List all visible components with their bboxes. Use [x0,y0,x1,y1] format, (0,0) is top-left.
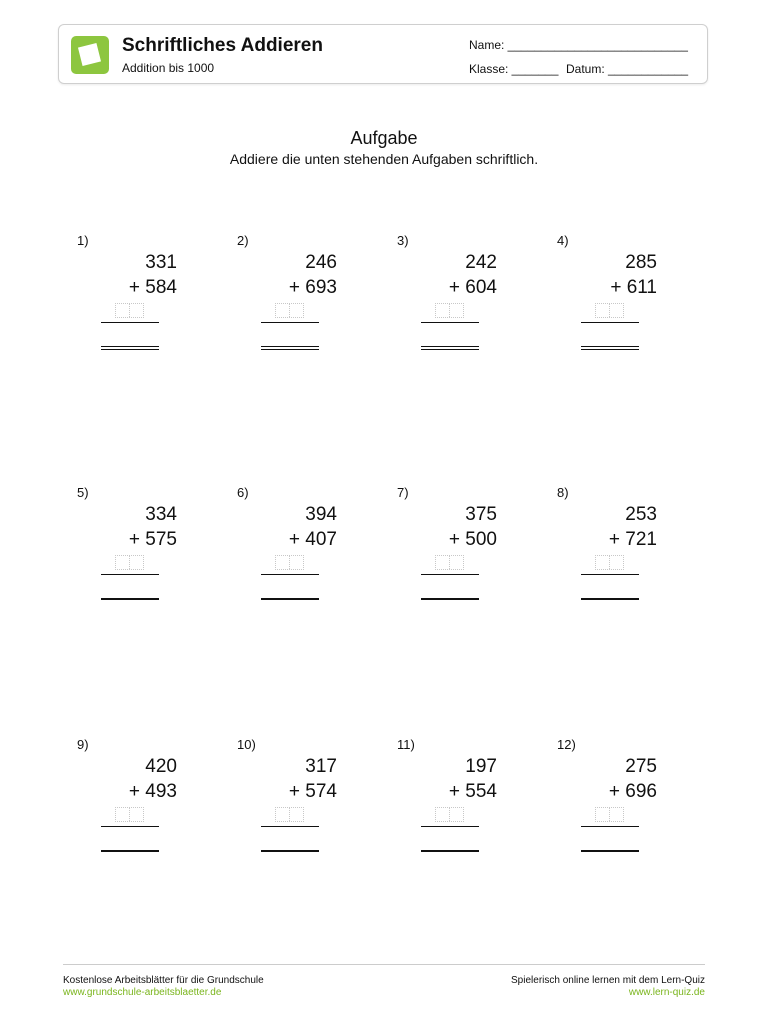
result-line[interactable] [421,598,479,600]
first-addend: 331 [145,252,177,273]
second-addend: + 500 [448,529,497,550]
carry-boxes[interactable] [435,303,464,318]
problem-10 [237,737,337,867]
problem-11 [397,737,497,867]
problem-number: 4) [557,233,569,248]
result-line[interactable] [581,598,639,600]
problem-6 [237,485,337,615]
carry-boxes[interactable] [595,555,624,570]
first-addend: 375 [465,504,497,525]
footer-right-link[interactable]: www.lern-quiz.de [628,987,705,998]
problem-number: 7) [397,485,409,500]
second-addend: + 611 [610,277,657,298]
sum-line [101,322,159,323]
card-icon [78,43,101,66]
second-addend: + 693 [288,277,337,298]
first-addend: 285 [625,252,657,273]
problem-number: 12) [557,737,576,752]
footer-divider [63,964,705,965]
first-addend: 394 [305,504,337,525]
second-addend: + 407 [288,529,337,550]
second-addend: + 493 [128,781,177,802]
second-addend: + 574 [288,781,337,802]
second-addend: + 721 [608,529,657,550]
result-line[interactable] [101,850,159,852]
problem-number: 1) [77,233,89,248]
sum-line [421,322,479,323]
carry-boxes[interactable] [275,807,304,822]
problem-4 [557,233,657,363]
problem-number: 10) [237,737,256,752]
problem-number: 9) [77,737,89,752]
carry-boxes[interactable] [435,807,464,822]
problem-number: 3) [397,233,409,248]
result-line[interactable] [581,850,639,852]
problem-3 [397,233,497,363]
worksheet-header [58,24,708,84]
datum-field[interactable]: Datum: ____________ [566,62,689,76]
second-addend: + 696 [608,781,657,802]
result-line[interactable] [421,850,479,852]
problem-8 [557,485,657,615]
carry-boxes[interactable] [595,303,624,318]
problem-number: 8) [557,485,569,500]
second-addend: + 604 [448,277,497,298]
problem-7 [397,485,497,615]
problem-5 [77,485,177,615]
worksheet-title: Schriftliches Addieren [122,35,323,56]
first-addend: 275 [625,756,657,777]
carry-boxes[interactable] [275,303,304,318]
sum-line [421,826,479,827]
carry-boxes[interactable] [115,555,144,570]
problem-2 [237,233,337,363]
result-line[interactable] [261,346,319,350]
carry-boxes[interactable] [115,807,144,822]
carry-boxes[interactable] [275,555,304,570]
problem-number: 2) [237,233,249,248]
problem-number: 5) [77,485,89,500]
sum-line [261,826,319,827]
second-addend: + 575 [128,529,177,550]
problem-number: 11) [397,737,415,752]
problem-12 [557,737,657,867]
result-line[interactable] [421,346,479,350]
footer-right-text: Spielerisch online lernen mit dem Lern-Quiz [511,975,705,986]
problem-number: 6) [237,485,249,500]
name-field[interactable]: Name: ___________________________ [469,38,688,52]
result-line[interactable] [261,598,319,600]
logo [71,36,109,74]
first-addend: 197 [465,756,497,777]
result-line[interactable] [261,850,319,852]
task-title: Aufgabe [350,128,418,148]
result-line[interactable] [581,346,639,350]
task-instruction: Addiere die unten stehenden Aufgaben schriftlich. [229,151,539,167]
sum-line [421,574,479,575]
carry-boxes[interactable] [595,807,624,822]
problem-9 [77,737,177,867]
first-addend: 253 [625,504,657,525]
sum-line [101,826,159,827]
carry-boxes[interactable] [115,303,144,318]
sum-line [581,826,639,827]
first-addend: 317 [305,756,337,777]
sum-line [101,574,159,575]
first-addend: 242 [465,252,497,273]
first-addend: 334 [145,504,177,525]
sum-line [261,322,319,323]
carry-boxes[interactable] [435,555,464,570]
first-addend: 420 [145,756,177,777]
problem-1 [77,233,177,363]
second-addend: + 584 [128,277,177,298]
worksheet-subtitle: Addition bis 1000 [122,61,215,75]
klasse-field[interactable]: Klasse: _______ [469,62,559,76]
result-line[interactable] [101,598,159,600]
sum-line [581,574,639,575]
sum-line [261,574,319,575]
first-addend: 246 [305,252,337,273]
footer-left-text: Kostenlose Arbeitsblätter für die Grundschule [63,975,264,986]
second-addend: + 554 [448,781,497,802]
footer-left-link[interactable]: www.grundschule-arbeitsblaetter.de [63,987,222,998]
sum-line [581,322,639,323]
result-line[interactable] [101,346,159,350]
